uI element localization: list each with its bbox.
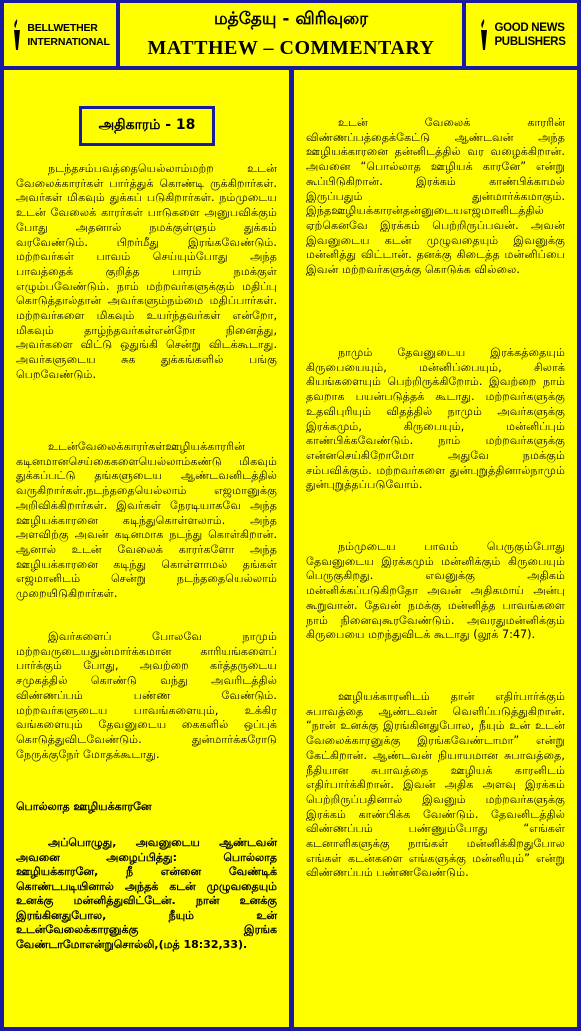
torch-icon [477,18,491,52]
logo-right-line-1: GOOD NEWS [494,21,565,34]
scripture-quote: அப்பொழுது, அவனுடைய ஆண்டவன் அவனை அழைப்பித்து: பொல்லாத ஊழியக்காரனே, நீ என்னை வேண்டிக் கொண்டபடியினால் அந்தக் கடன் முழுவதையும் உனக்கு மன்னித்துவிட்டேன். நான் உனக்கு இரங்கினதுபோல, நீயும் உன் உடன்வேலைக்காரனுக்கு இரங்க வேண்டாமோஎன்றுசொல்லி,(மத் 18:32,33). [16,836,277,951]
title-banner [120,3,462,66]
title-tamil: மத்தேயு - விரிவுரை [213,9,369,29]
chapter-heading: அதிகாரம் - 18 [79,106,215,146]
section-subheading: பொல்லாத ஊழியக்காரனே [16,800,152,813]
right-paragraph-3: நம்முடைய பாவம் பெருகும்போது தேவனுடைய இரக்கமும் மன்னிக்கும் கிருபையும் பெருகுகிறது. எவனுக்கு அதிகம் மன்னிக்கப்படுகிறதோ அவன் அதிகமாய் அன்பு கூறுவான். தேவன் நமக்கு மன்னித்த பாவங்களை நாம் நினைவுகூரவேண்டும். அவரதுமன்னிக்கும் கிருபையை மறந்துவிடக் கூடாது (லூக் 7:47). [306,540,565,642]
left-paragraph-1: நடந்தசம்பவத்தையெல்லாம்மற்ற உடன் வேலைக்காரர்கள் பார்த்துக் கொண்டி ருக்கிறார்கள். அவர்கள் மிகவும் துக்கப் படுகிறார்கள். நம்முடைய உடன் வேலைக் காரர்கள் பாடுகளை அனுபவிக்கும் போது அதனால் நமக்குள்ளும் துக்கம் வரவேண்டும். பிறர்மீது இரங்கவேண்டும். மற்றவர்கள் பாவம் செய்யும்போது அந்த பாவத்தைக் குறித்த பாரம் நமக்குள் எழும்பவேண்டும். நாம் மற்றவர்களுக்கும் மதிப்பு கொடுத்தால்தான் அவர்களும்நம்மை மதிப்பார்கள். மற்றவர்களை மிகவும் உயர்ந்தவர்கள் என்றோ, மிகவும் தாழ்ந்தவர்கள்என்றோ நினைத்து, அவர்களை விட்டு ஒதுங்கி சென்று விடக்கூடாது. அவர்களுடைய சுக துக்கங்களில் பங்கு பெறவேண்டும். [16,162,277,381]
right-paragraph-2: நாமும் தேவனுடைய இரக்கத்தையும் கிருபையையும், மன்னிப்பையும், சிலாக் கியங்களையும் பெற்றிருக்கிறோம். இவற்றை நாம் தவறாக பயன்படுத்தக் கூடாது. மற்றவர்களுக்கு உதவிபுரியும் விதத்தில் நாமும் அவர்களுக்கு இரக்கமும், கிருபையும், மன்னிப்பும் காண்பிக்கவேண்டும். நாம் மற்றவர்களுக்கு என்னசெய்கிறோமோ அதுவே நமக்கும் சம்பவிக்கும். மற்றவர்களை துன்புறுத்தினால்நாமும் துன்புறுத்தப்படுவோம். [306,346,565,492]
right-paragraph-4: ஊழியக்காரனிடம் தான் எதிர்பார்க்கும் சுபாவத்தை ஆண்டவன் வெளிப்படுத்துகிறான். “நான் உனக்கு இரங்கினதுபோல, நீயும் உன் உடன் வேலைக்காரனுக்கு இரங்கவேண்டாமா” என்று கேட்கிறான். ஆண்டவன் நியாயமான சுபாவத்தை, நீதியான சுபாவத்தை ஊழியக் காரனிடம் எதிர்பார்க்கிறான். இவன் அதிக அளவு இரக்கம் பெற்றிருப்பதினால் இவனும் மற்றவர்களுக்கு இரக்கம் காண்பிக்க வேண்டும். தேவனிடத்தில் விண்ணப்பம் பண்ணும்போது “எங்கள் கடனாளிகளுக்கு நாங்கள் மன்னிக்கிறதுபோல எங்கள் கடன்களை எங்களுக்கு மன்னியும்” என்று விண்ணப்பம் பண்ணவேண்டும். [306,690,565,880]
left-paragraph-3: இவர்களைப் போலவே நாமும் மற்றவருடையதுன்மார்க்கமான காரியங்களைப் பார்க்கும் போது, அவற்றை கர்த்தருடைய சமுகத்தில் கொண்டு வந்து அவரிடத்தில் விண்ணப்பம் பண்ண வேண்டும். மற்றவர்களுடைய பாவங்களையும், உக்கிர வங்களையும் தேவனுடைய கைகளில் ஒப்புக் கொடுத்துவிடவேண்டும். துன்மார்க்கரோடு நேருக்குநேர் மோதக்கூடாது. [16,630,277,761]
left-paragraph-2: உடன்வேலைக்காரர்கள்ஊழியக்காரரின் கடினமானசெய்கைகளையெல்லாம்கண்டு மிகவும் துக்கப்பட்டு தங்களுடைய ஆண்டவனிடத்தில் வருகிறார்கள்.நடந்ததையெல்லாம் எஜமானுக்கு அறிவிக்கிறார்கள். இவர்கள் நேரடியாகவே அந்த ஊழியக்காரனை கடிந்துகொள்ளலாம். அந்த அளவிற்கு அவன் கடினமாக நடந்து கொள்கிறான். ஆனால் உடன் வேலைக் காரர்களோ அந்த ஊழியக்காரனை கடிந்து கொள்ளாமல் தங்கள் எஜமானிடம் சென்று நடந்ததையெல்லாம் முறையிடுகிறார்கள். [16,440,277,601]
title-english: MATTHEW – COMMENTARY [147,37,435,59]
logo-left-line-1: BELLWETHER [27,21,98,34]
right-column [294,70,577,1027]
good-news-logo [466,3,577,66]
left-column [4,70,289,1027]
logo-left-line-2: INTERNATIONAL [27,35,110,48]
torch-icon [10,18,24,52]
right-paragraph-1: உடன் வேலைக் காரரின் விண்ணப்பத்தைக்கேட்டு ஆண்டவன் அந்த ஊழியக்காரனை தன்னிடத்தில் வர வழைக்கிறான். அவனை “பொல்லாத ஊழியக் காரனே” என்று கூப்பிடுகிறான். இரக்கம் காண்பிக்காமல் இருப்பதும் துன்மார்க்கமாகும். இந்தஊழியக்காரன்தன்னுடையஎஜமானிடத்தில் ஏற்கெனவே இரக்கம் பெற்றிருப்பவன். அவன் இவனுடைய கடன் முழுவதையும் இவனுக்கு மன்னித்து விட்டான். தனக்கு கிடைத்த மன்னிப்பை இவன் மற்றவர்களுக்கு கொடுக்க வில்லை. [306,116,565,277]
bellwether-logo [4,3,116,66]
logo-right-line-2: PUBLISHERS [494,35,566,48]
